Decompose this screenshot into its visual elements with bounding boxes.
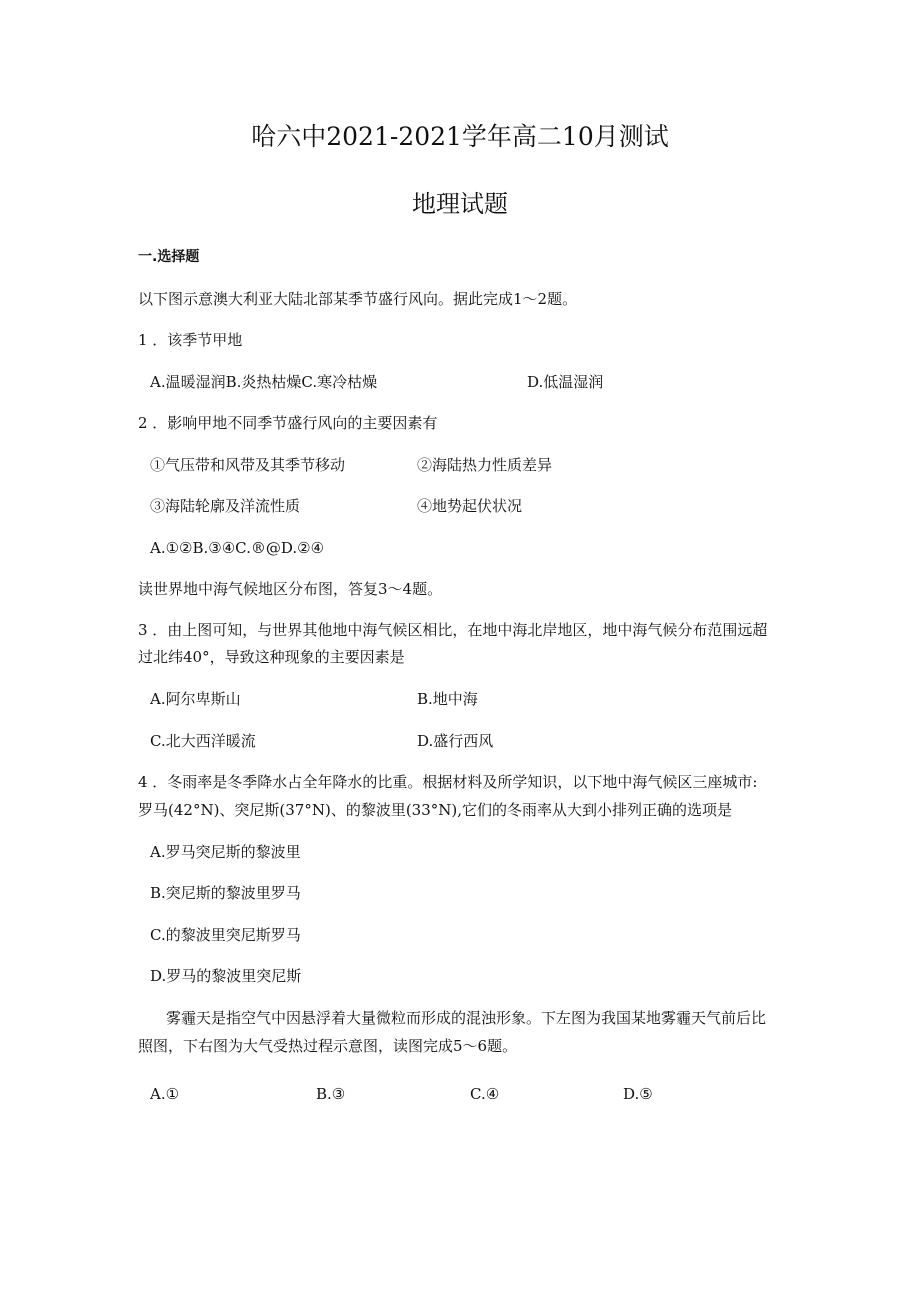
q4-option-d: D.罗马的黎波里突尼斯 (150, 967, 302, 985)
intro-q5-6-line-2: 照图，下右图为大气受热过程示意图，读图完成5～6题。 (138, 1037, 518, 1055)
page-subtitle: 地理试题 (412, 190, 508, 218)
q1-options-abc: A.温暖湿润B.炎热枯燥C.寒冷枯燥 (150, 373, 378, 391)
q3-option-b: B.地中海 (417, 690, 478, 708)
q5-option-d: D.⑤ (623, 1085, 653, 1103)
q4-option-a: A.罗马突尼斯的黎波里 (150, 843, 301, 861)
q3-option-d: D.盛行西风 (417, 732, 494, 750)
q1-stem: 1 ．该季节甲地 (138, 331, 243, 349)
q2-stem: 2 ．影响甲地不同季节盛行风向的主要因素有 (138, 414, 438, 432)
q3-option-c: C.北大西洋暖流 (150, 732, 256, 750)
q5-option-b: B.③ (316, 1085, 346, 1103)
q2-factor-2: ②海陆热力性质差异 (417, 456, 553, 474)
q4-option-b: B.突尼斯的黎波里罗马 (150, 884, 301, 902)
q3-stem-line-2: 过北纬40°，导致这种现象的主要因素是 (138, 648, 405, 666)
q1-option-d: D.低温湿润 (527, 373, 604, 391)
q5-option-a: A.① (150, 1085, 180, 1103)
intro-q3-4: 读世界地中海气候地区分布图，答复3～4题。 (138, 580, 443, 598)
page-title: 哈六中2021-2021学年高二10月测试 (251, 122, 669, 151)
section-heading: 一.选择题 (138, 249, 200, 265)
q5-option-c: C.④ (470, 1085, 500, 1103)
q2-factor-1: ①气压带和风带及其季节移动 (150, 456, 346, 474)
q2-factor-3: ③海陆轮廓及洋流性质 (150, 497, 301, 515)
q4-option-c: C.的黎波里突尼斯罗马 (150, 926, 301, 944)
q3-stem-line-1: 3 ．由上图可知，与世界其他地中海气候区相比，在地中海北岸地区，地中海气候分布范围远超 (138, 621, 768, 639)
q2-options: A.①②B.③④C.®@D.②④ (150, 539, 325, 557)
intro-q5-6-line-1: 雾霾天是指空气中因悬浮着大量微粒而形成的混浊形象。下左图为我国某地雾霾天气前后比 (166, 1009, 767, 1027)
intro-q1-2: 以下图示意澳大利亚大陆北部某季节盛行风向。据此完成1～2题。 (138, 290, 578, 308)
q4-stem-line-2: 罗马(42°N)、突尼斯(37°N)、的黎波里(33°N),它们的冬雨率从大到小排列正确的选项是 (138, 801, 733, 819)
q2-factor-4: ④地势起伏状况 (417, 497, 523, 515)
q4-stem-line-1: 4 ．冬雨率是冬季降水占全年降水的比重。根据材料及所学知识，以下地中海气候区三座城市: (138, 773, 758, 791)
q3-option-a: A.阿尔卑斯山 (150, 690, 241, 708)
